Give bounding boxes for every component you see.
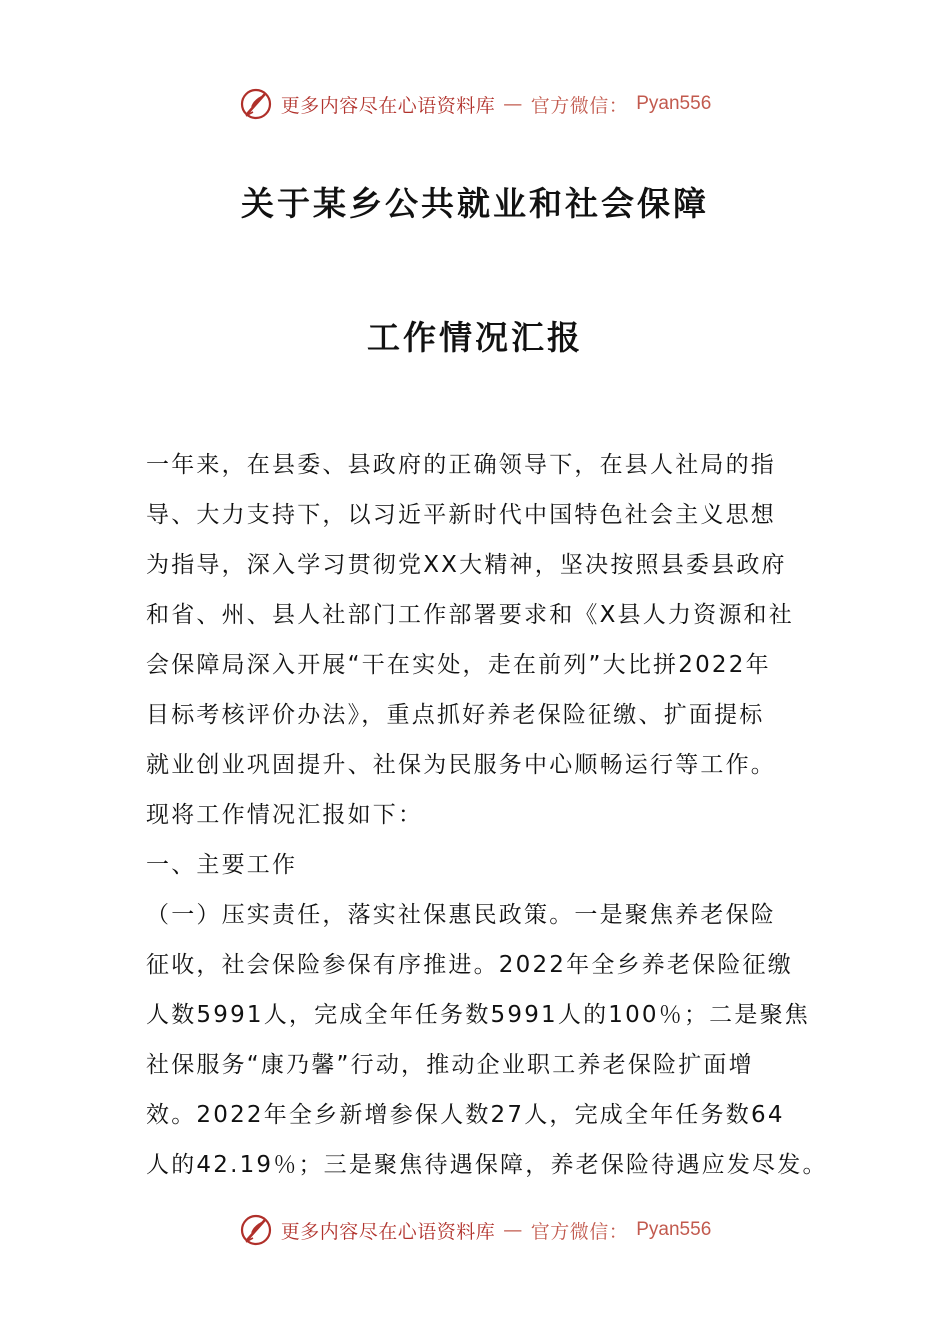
document-body	[146, 440, 828, 1190]
watermark-dash: —	[503, 93, 523, 115]
document-title-line-2: 工作情况汇报	[367, 318, 583, 357]
body-line: 人的42.19％；三是聚焦待遇保障，养老保险待遇应发尽发。	[146, 1152, 828, 1178]
body-line: 效。2022年全乡新增参保人数27人，完成全年任务数64	[146, 1102, 785, 1128]
body-line: 社保服务“康乃馨”行动，推动企业职工养老保险扩面增	[146, 1052, 754, 1078]
section-heading: 一、主要工作	[146, 852, 298, 878]
body-line: 现将工作情况汇报如下：	[146, 802, 424, 828]
watermark-wechat-id: Pyan556	[636, 93, 712, 114]
body-line: 目标考核评价办法》，重点抓好养老保险征缴、扩面提标	[146, 702, 765, 728]
watermark-main-text: 更多内容尽在心语资料库	[280, 94, 496, 117]
watermark-header	[0, 84, 950, 124]
quill-logo-icon	[239, 87, 273, 121]
watermark-wechat-label: 官方微信：	[530, 1220, 629, 1243]
body-line: 一年来，在县委、县政府的正确领导下，在县人社局的指	[146, 452, 776, 478]
body-line: 和省、州、县人社部门工作部署要求和《X县人力资源和社	[146, 602, 794, 628]
body-line: 导、大力支持下，以习近平新时代中国特色社会主义思想	[146, 502, 776, 528]
document-title-line-1: 关于某乡公共就业和社会保障	[241, 184, 709, 223]
watermark-main-text: 更多内容尽在心语资料库	[280, 1220, 496, 1243]
body-line: 会保障局深入开展“干在实处，走在前列”大比拼2022年	[146, 652, 771, 678]
watermark-footer	[0, 1210, 950, 1250]
watermark-wechat-label: 官方微信：	[530, 94, 629, 117]
body-line: 为指导，深入学习贯彻党XX大精神，坚决按照县委县政府	[146, 552, 787, 578]
watermark-dash: —	[503, 1219, 523, 1241]
body-line: 就业创业巩固提升、社保为民服务中心顺畅运行等工作。	[146, 752, 776, 778]
body-line: 人数5991人，完成全年任务数5991人的100％；二是聚焦	[146, 1002, 810, 1028]
body-line: 征收，社会保险参保有序推进。2022年全乡养老保险征缴	[146, 952, 793, 978]
watermark-wechat-id: Pyan556	[636, 1219, 712, 1240]
body-line: （一）压实责任，落实社保惠民政策。一是聚焦养老保险	[146, 902, 776, 928]
quill-logo-icon	[239, 1213, 273, 1247]
